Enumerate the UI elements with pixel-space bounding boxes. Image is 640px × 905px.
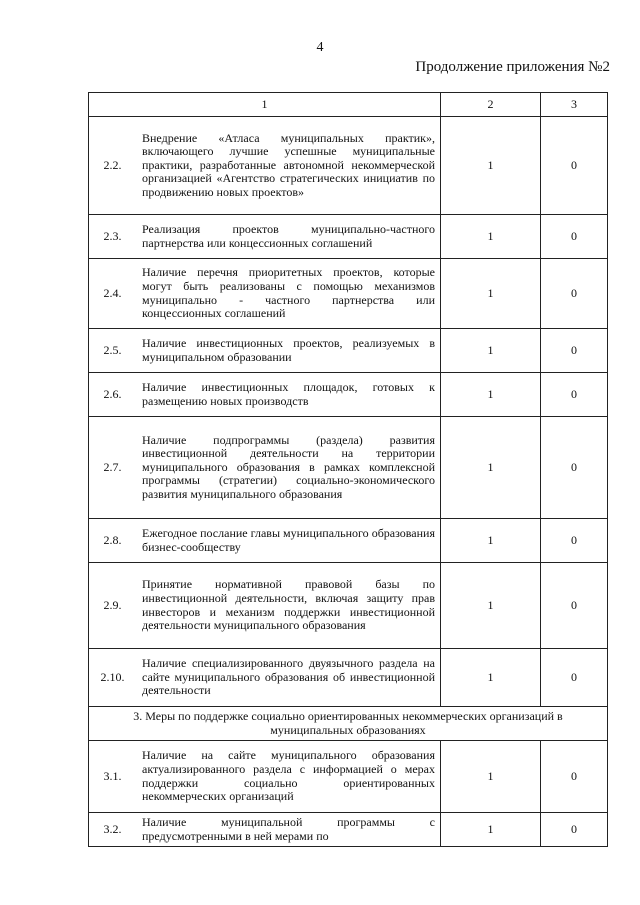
indicator-cell <box>89 329 441 373</box>
value-col2: 1 <box>441 373 541 417</box>
table-row <box>89 813 608 847</box>
indicator-text: Наличие инвестиционных площадок, готовых к размещению новых производств <box>142 379 435 408</box>
indicator-cell <box>89 813 441 847</box>
value-col3: 0 <box>541 259 608 329</box>
table-row <box>89 417 608 519</box>
indicator-cell <box>89 563 441 649</box>
row-number: 2.6. <box>103 386 122 401</box>
value-col3: 0 <box>541 215 608 259</box>
row-number: 2.5. <box>103 342 122 357</box>
indicators-table <box>88 92 608 847</box>
header-row <box>89 93 608 117</box>
indicator-cell <box>89 215 441 259</box>
table-row <box>89 563 608 649</box>
value-col2: 1 <box>441 563 541 649</box>
value-col3: 0 <box>541 373 608 417</box>
value-col2: 1 <box>441 741 541 813</box>
indicator-text: Реализация проектов муниципально-частного партнерства или концессионных соглашений <box>142 221 435 250</box>
indicator-text: Наличие муниципальной программы с предусмотренными в ней мерами по <box>142 814 435 843</box>
value-col3: 0 <box>541 813 608 847</box>
value-col2: 1 <box>441 649 541 707</box>
indicator-text: Наличие инвестиционных проектов, реализуемых в муниципальном образовании <box>142 335 435 364</box>
row-number: 3.2. <box>103 821 122 836</box>
indicator-text: Принятие нормативной правовой базы по инвестиционной деятельности, включая защиту прав инвесторов и механизм поддержки инвестиционной деятельности муниципального образования <box>142 577 435 633</box>
row-number: 2.2. <box>103 157 122 172</box>
indicator-text: Внедрение «Атласа муниципальных практик», включающего лучшие успешные муниципальные практики, разработанные автономной некоммерческой организацией «Агентство стратегических инициатив по продвижению новых проектов» <box>142 130 435 199</box>
page-number: 4 <box>316 40 324 55</box>
table-row <box>89 519 608 563</box>
column-header-3: 3 <box>541 93 608 117</box>
row-number: 2.8. <box>103 532 122 547</box>
column-header-1: 1 <box>89 93 441 117</box>
value-col2: 1 <box>441 329 541 373</box>
indicator-cell <box>89 417 441 519</box>
row-number: 2.9. <box>103 597 122 612</box>
value-col3: 0 <box>541 519 608 563</box>
row-number: 3.1. <box>103 768 122 783</box>
indicator-text: Ежегодное послание главы муниципального образования бизнес-сообществу <box>142 525 435 554</box>
indicator-text: Наличие подпрограммы (раздела) развития инвестиционной деятельности на территории муниципального образования в рамках комплексной программы (стратегии) социально-экономического развития муниципального образования <box>142 432 435 501</box>
value-col2: 1 <box>441 519 541 563</box>
indicator-cell <box>89 373 441 417</box>
indicator-cell <box>89 649 441 707</box>
row-number: 2.4. <box>103 285 122 300</box>
table-row <box>89 373 608 417</box>
indicator-cell <box>89 741 441 813</box>
row-number: 2.3. <box>103 228 122 243</box>
value-col3: 0 <box>541 329 608 373</box>
value-col3: 0 <box>541 741 608 813</box>
value-col3: 0 <box>541 117 608 215</box>
indicator-cell <box>89 519 441 563</box>
indicator-text: Наличие специализированного двуязычного раздела на сайте муниципального образования об инвестиционной деятельности <box>142 656 435 698</box>
table-row <box>89 329 608 373</box>
value-col3: 0 <box>541 563 608 649</box>
value-col2: 1 <box>441 813 541 847</box>
table-row <box>89 259 608 329</box>
section-title: 3. Меры по поддержке социально ориентированных некоммерческих организаций в муниципальных образованиях <box>89 707 608 741</box>
value-col2: 1 <box>441 215 541 259</box>
indicator-text: Наличие на сайте муниципального образования актуализированного раздела с информацией о мерах поддержки социально ориентированных некоммерческих организаций <box>142 748 435 804</box>
value-col2: 1 <box>441 117 541 215</box>
table-row <box>89 215 608 259</box>
row-number: 2.10. <box>100 669 125 684</box>
column-header-2: 2 <box>441 93 541 117</box>
section-header-row <box>89 707 608 741</box>
indicator-text: Наличие перечня приоритетных проектов, которые могут быть реализованы с помощью механизмов муниципально - частного партнерства или концессионных соглашений <box>142 265 435 321</box>
indicator-cell <box>89 259 441 329</box>
table-row <box>89 649 608 707</box>
row-number: 2.7. <box>103 459 122 474</box>
value-col2: 1 <box>441 259 541 329</box>
table-row <box>89 741 608 813</box>
value-col3: 0 <box>541 417 608 519</box>
value-col2: 1 <box>441 417 541 519</box>
table-row <box>89 117 608 215</box>
value-col3: 0 <box>541 649 608 707</box>
indicator-cell <box>89 117 441 215</box>
continuation-title: Продолжение приложения №2 <box>415 59 610 75</box>
